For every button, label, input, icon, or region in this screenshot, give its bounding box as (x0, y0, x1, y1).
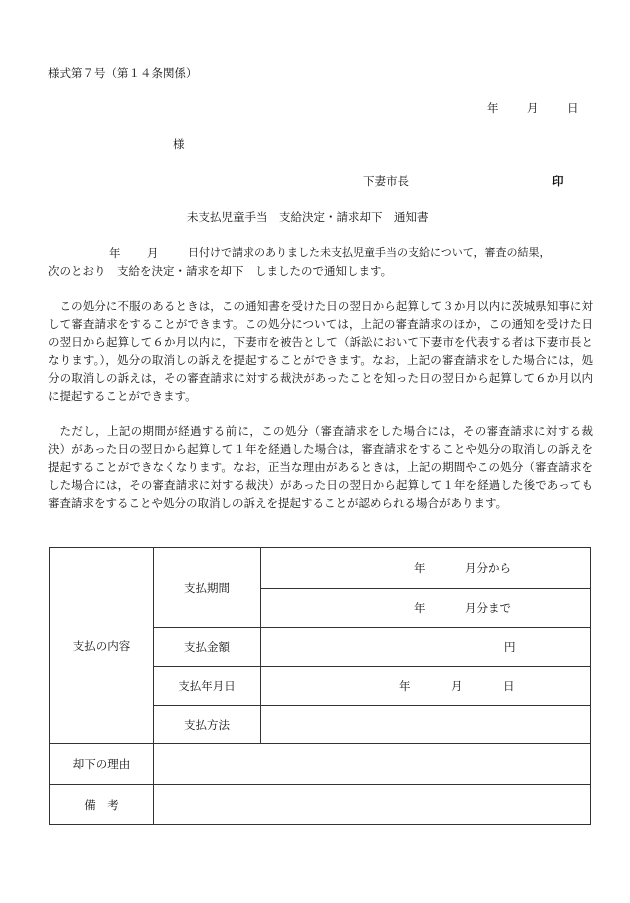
method-cell (261, 706, 591, 744)
amount-label: 支払金額 (154, 628, 261, 667)
payment-date-cell (261, 667, 591, 706)
date-year: 年 (487, 101, 499, 115)
intro-year: 年 (109, 246, 121, 260)
amount-cell (261, 628, 591, 667)
addressee-suffix: 様 (173, 137, 185, 151)
form-label: 様式第７号（第１４条関係） (48, 66, 198, 80)
remarks-cell (154, 785, 591, 825)
period-to-month: 月分まで (465, 601, 511, 615)
amount-unit: 円 (504, 640, 516, 654)
remarks-label: 備 考 (50, 785, 154, 825)
payment-date-day: 日 (503, 679, 515, 693)
sender-name: 下妻市長 (363, 174, 409, 188)
payment-period-label: 支払期間 (154, 548, 261, 628)
payment-table (49, 547, 591, 825)
date-day: 日 (567, 101, 579, 115)
method-label: 支払方法 (154, 706, 261, 744)
period-from-cell (261, 548, 591, 589)
payment-date-month: 月 (451, 679, 463, 693)
period-to-year: 年 (414, 601, 426, 615)
period-from-year: 年 (414, 561, 426, 575)
period-to-cell (261, 589, 591, 628)
period-from-month: 月分から (465, 561, 511, 575)
seal-mark: 印 (552, 174, 564, 188)
notice-paragraph-2: ただし，上記の期間が経過する前に，この処分（審査請求をした場合には，その審査請求に対する裁決）があった日の翌日から起算して１年を経過した場合は，審査請求をすることや処分の取消しの訴えを提起することができなくなります。なお，正当な理由があるときは，上記の期間やこの処分（審査請求をした場合には，その審査請求に対する裁決）があった日の翌日から起算して１年を経過した後であっても審査請求をすることや処分の取消しの訴えを提起することが認められる場合があります。 (48, 424, 593, 510)
payment-date-year: 年 (399, 679, 411, 693)
document-title: 未支払児童手当 支給決定・請求却下 通知書 (187, 210, 429, 224)
notice-paragraph-1: この処分に不服のあるときは，この通知書を受けた日の翌日から起算して３か月以内に茨城県知事に対して審査請求をすることができます。この処分については，上記の審査請求のほか，この通知を受けた日の翌日から起算して６か月以内に，下妻市を被告として（訴訟において下妻市を代表する者は下妻市長となります。），処分の取消しの訴えを提起することができます。なお，上記の審査請求をした場合には，処分の取消しの訴えは，その審査請求に対する裁決があったことを知った日の翌日から起算して６か月以内に提起することができます。 (48, 299, 593, 403)
date-month: 月 (527, 101, 539, 115)
rejection-reason-cell (154, 744, 591, 785)
intro-month: 月 (147, 246, 159, 260)
payment-date-label: 支払年月日 (154, 667, 261, 706)
intro-line2: 次のとおり 支給を決定・請求を却下 しましたので通知します。 (48, 264, 393, 278)
payment-content-label: 支払の内容 (50, 548, 154, 744)
rejection-reason-label: 却下の理由 (50, 744, 154, 785)
intro-line1-rest: 日付けで請求のありました未支払児童手当の支給について，審査の結果， (188, 246, 551, 259)
